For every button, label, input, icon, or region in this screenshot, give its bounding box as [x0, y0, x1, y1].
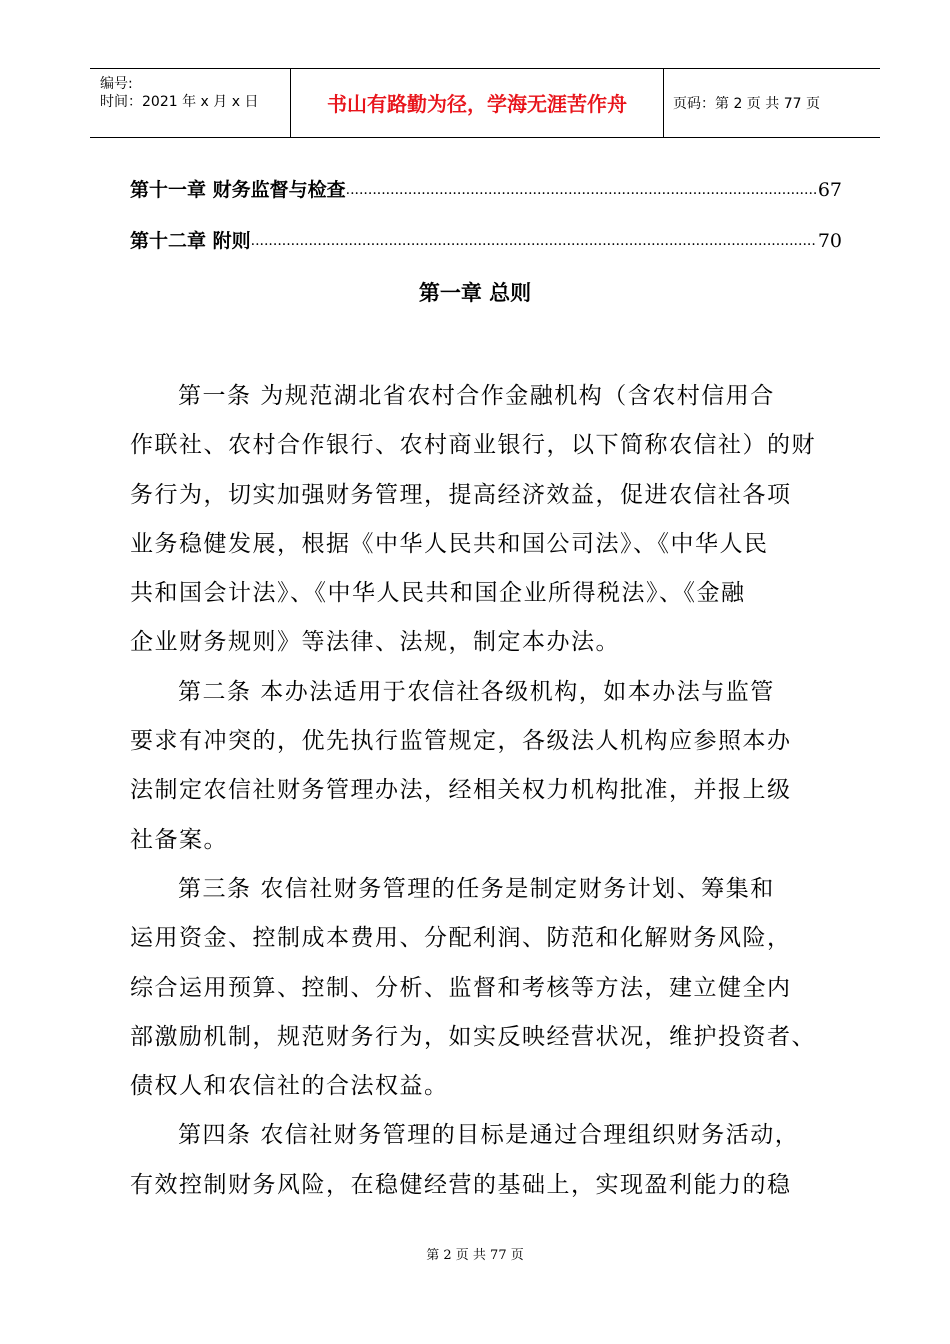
header-page-cell [663, 69, 880, 137]
text-line: 有效控制财务风险，在稳健经营的基础上，实现盈利能力的稳 [130, 1171, 792, 1198]
text-line: 要求有冲突的，优先执行监管规定，各级法人机构应参照本办 [130, 728, 792, 755]
toc-leader-dots [346, 178, 816, 202]
header-motto-cell [290, 69, 664, 137]
text-line: 业务稳健发展，根据《中华人民共和国公司法》、《中华人民 [130, 530, 769, 557]
text-line: 企业财务规则》等法律、法规，制定本办法。 [130, 629, 620, 656]
motto: 书山有路勤为径，学海无涯苦作舟 [327, 92, 627, 116]
text-line: 务行为，切实加强财务管理，提高经济效益，促进农信社各项 [130, 481, 792, 508]
text-line: 第四条 农信社财务管理的目标是通过合理组织财务活动， [178, 1122, 800, 1149]
text-line: 第三条 农信社财务管理的任务是制定财务计划、筹集和 [178, 875, 775, 902]
text-line: 作联社、农村合作银行、农村商业银行，以下简称农信社）的财 [130, 432, 816, 459]
body-text [130, 372, 848, 1210]
toc-entry[interactable] [130, 178, 842, 202]
text-line: 债权人和农信社的合法权益。 [130, 1073, 449, 1100]
text-line: 第二条 本办法适用于农信社各级机构，如本办法与监管 [178, 678, 775, 705]
toc-entry-page: 70 [817, 230, 842, 252]
text-line: 运用资金、控制成本费用、分配利润、防范和化解财务风险， [130, 925, 792, 952]
text-line: 部激励机制，规范财务行为，如实反映经营状况，维护投资者、 [130, 1023, 816, 1050]
toc-entry-page: 67 [817, 179, 842, 201]
toc-leader-dots [251, 229, 816, 253]
text-line: 法制定农信社财务管理办法，经相关权力机构批准，并报上级 [130, 777, 792, 804]
toc-entry-label: 第十二章 附则 [130, 230, 251, 252]
chapter-title: 第一章 总则 [418, 281, 532, 305]
text-line: 社备案。 [130, 826, 228, 853]
number-label: 编号: [100, 76, 133, 92]
page-footer: 第 2 页 共 77 页 [426, 1248, 524, 1263]
toc-entry[interactable] [130, 229, 842, 253]
text-line: 共和国会计法》、《中华人民共和国企业所得税法》、《金融 [130, 580, 746, 607]
header-meta-cell [90, 69, 290, 137]
toc-entry-label: 第十一章 财务监督与检查 [130, 179, 346, 201]
page-info: 页码：第 2 页 共 77 页 [673, 96, 820, 112]
text-line: 综合运用预算、控制、分析、监督和考核等方法，建立健全内 [130, 974, 792, 1001]
time-label: 时间：2021 年 x 月 x 日 [100, 94, 259, 110]
document-header [90, 68, 880, 138]
text-line: 第一条 为规范湖北省农村合作金融机构（含农村信用合 [178, 383, 775, 409]
